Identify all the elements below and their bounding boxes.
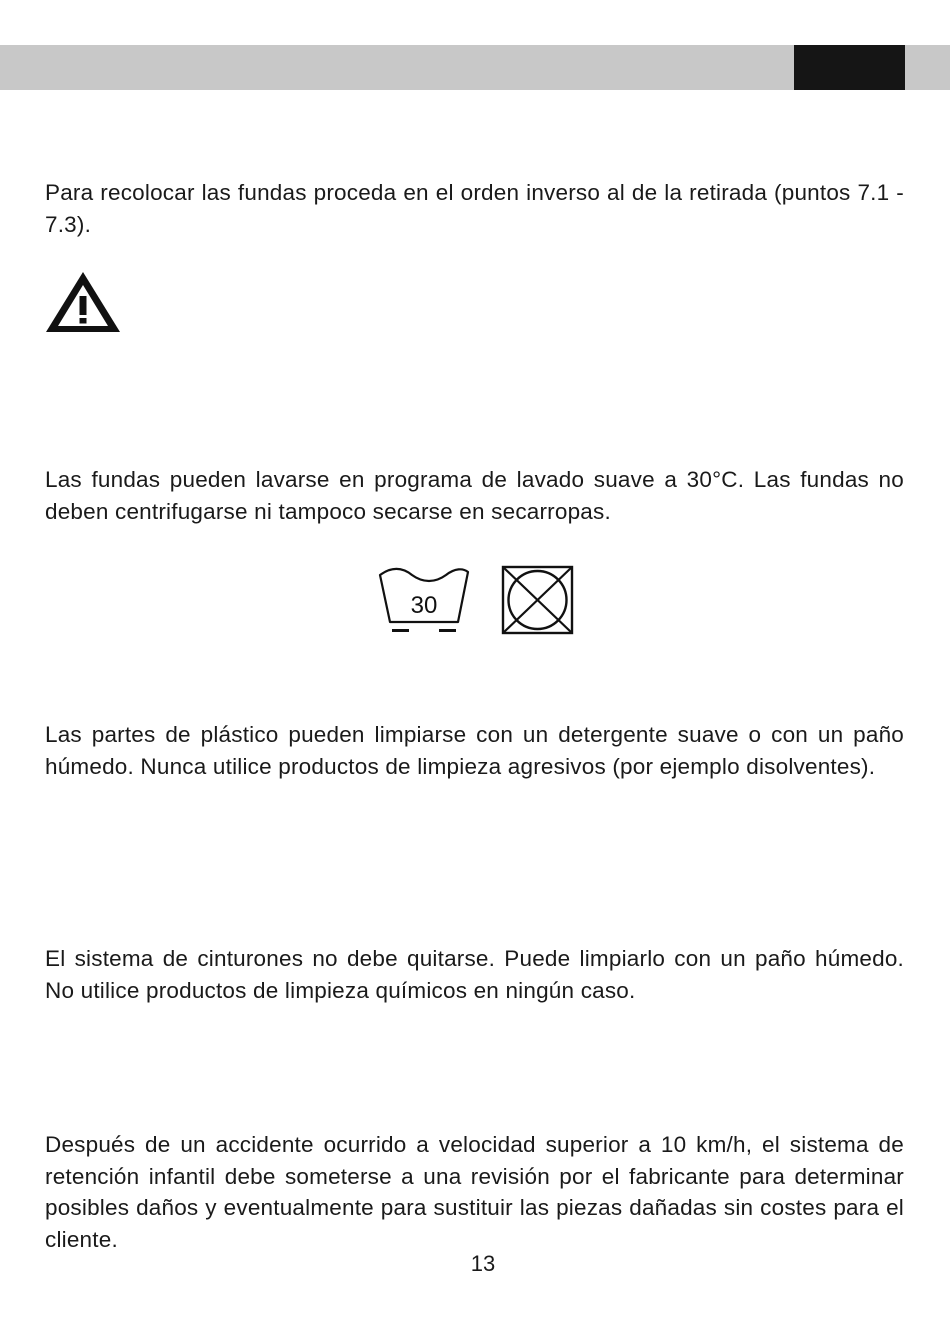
paragraph-belt-system: El sistema de cinturones no debe quitarse. Puede limpiarlo con un paño húmedo. No utilice productos de limpieza químicos en ningún caso.: [45, 946, 904, 1003]
wash-temperature-label: 30: [410, 592, 438, 619]
paragraph-plastic-parts: Las partes de plástico pueden limpiarse con un detergente suave o con un paño húmedo. Nunca utilice productos de limpieza agresivos (por ejemplo disolventes).: [45, 722, 904, 779]
page-number: 13: [470, 1251, 496, 1276]
paragraph-reassembly: Para recolocar las fundas proceda en el orden inverso al de la retirada (puntos 7.1 - 7.3).: [45, 180, 904, 237]
wash-30-gentle-icon: [378, 566, 470, 636]
header-tab: [794, 45, 905, 90]
paragraph-washing: Las fundas pueden lavarse en programa de lavado suave a 30°C. Las fundas no deben centrifugarse ni tampoco secarse en secarropas.: [45, 467, 904, 524]
do-not-tumble-dry-icon: [501, 565, 574, 635]
warning-triangle-icon: [44, 270, 122, 334]
paragraph-after-accident: Después de un accidente ocurrido a velocidad superior a 10 km/h, el sistema de retención infantil debe someterse a una revisión por el fabricante para determinar posibles daños y eventualmente para sustituir las piezas dañadas sin costes para el cliente.: [45, 1132, 904, 1252]
